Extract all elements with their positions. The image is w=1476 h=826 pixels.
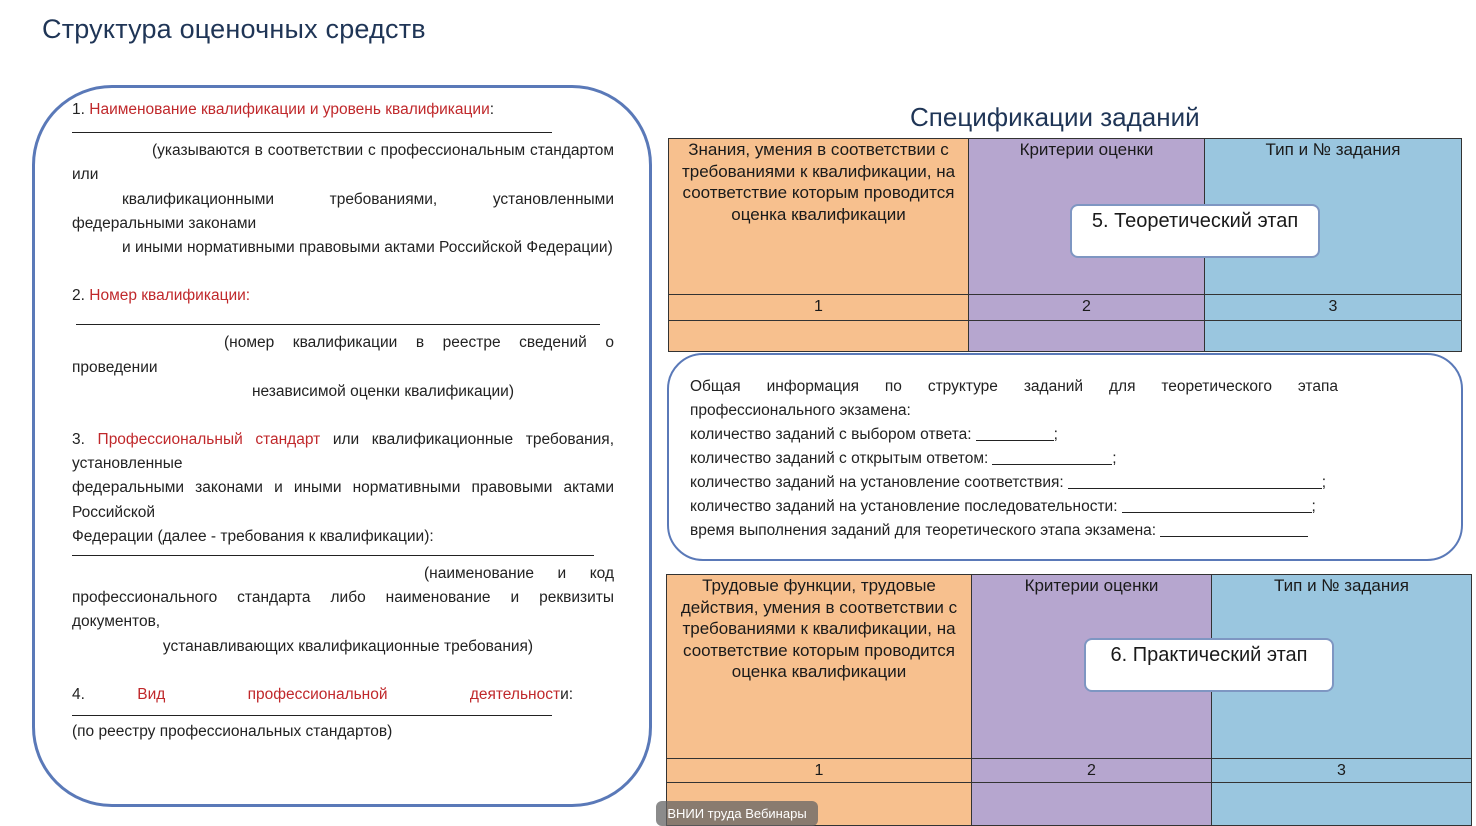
info-line: количество заданий на установление последовательности: ; (690, 495, 1338, 519)
info-line: профессионального экзамена: (690, 402, 911, 419)
stage-label-theory: 5. Теоретический этап (1070, 204, 1320, 258)
spec-title: Спецификации заданий (910, 102, 1200, 132)
item2-note-2: независимой оценки квалификации) (251, 382, 515, 400)
item2-blank (76, 308, 600, 325)
item1-note-2: квалификационными требованиями, установленными федеральными законами (72, 190, 614, 232)
header-knowledge: Знания, умения в соответствии с требованиями к квалификации, на соответствие которым проводится оценка квалификации (669, 139, 969, 295)
item3-note: (наименование и код профессионального стандарта либо наименование и реквизиты документов, (72, 565, 614, 631)
item3-text-3: Федерации (далее - требования к квалификации): (72, 527, 434, 545)
info-line: количество заданий с выбором ответа: ; (690, 423, 1338, 447)
header-criteria: Критерии оценки (972, 575, 1212, 759)
col-number: 2 (969, 295, 1205, 321)
header-labor-functions: Трудовые функции, трудовые действия, умения в соответствии с требованиями к квалификации, на соответствие которым проводится оценка квалификации (667, 575, 972, 759)
item3-blank (72, 549, 594, 556)
header-criteria: Критерии оценки (969, 139, 1205, 295)
item1-note-3: и иными нормативными правовыми актами Российской Федерации) (122, 239, 613, 257)
table-cell (1212, 783, 1471, 825)
item4-blank (72, 707, 552, 716)
info-line: количество заданий на установление соответствия: ; (690, 471, 1338, 495)
theory-info-text (690, 375, 1338, 543)
item3-heading: 3. Профессиональный стандарт или квалификационные требования, установленные (72, 431, 615, 473)
col-number: 3 (1212, 759, 1471, 783)
header-task-type: Тип и № задания (1212, 575, 1471, 759)
item2-heading: 2. Номер квалификации: (72, 287, 251, 305)
item2-label: Номер квалификации: (89, 287, 251, 305)
item2-note: (номер квалификации в реестре сведений о проведении (72, 334, 614, 376)
col-number: 1 (669, 295, 969, 321)
item4-note: (по реестру профессиональных стандартов) (72, 723, 393, 741)
item3-text-2: федеральными законами и иными нормативными правовыми актами Российской (72, 479, 614, 521)
item3-note-2: устанавливающих квалификационные требования) (162, 637, 534, 655)
table-cell (969, 321, 1205, 351)
item3-label: Профессиональный стандарт (97, 431, 321, 449)
col-number: 1 (667, 759, 972, 783)
item1-label: Наименование квалификации и уровень квалификации (89, 101, 490, 118)
info-line: Общая информация по структуре заданий для теоретического этапа (690, 378, 1338, 395)
item4-label: Вид профессиональной деятельност (137, 685, 561, 703)
spec-table-practice (666, 574, 1472, 826)
item1-note: (указываются в соответствии с профессиональным стандартом или (72, 142, 614, 184)
item1-heading: 1. Наименование квалификации и уровень квалификации: (72, 101, 495, 118)
col-number: 2 (972, 759, 1212, 783)
slide-title: Структура оценочных средств (42, 14, 426, 44)
item4-heading: 4. Вид профессиональной деятельности: (72, 685, 574, 703)
spec-table-theory (668, 138, 1462, 352)
col-number: 3 (1205, 295, 1461, 321)
header-task-type: Тип и № задания (1205, 139, 1461, 295)
table-cell (1205, 321, 1461, 351)
stage-label-practice: 6. Практический этап (1084, 638, 1334, 692)
table-cell (972, 783, 1212, 825)
qualification-structure-text (72, 98, 614, 744)
webinar-watermark: ВНИИ труда Вебинары (656, 801, 818, 826)
info-line: время выполнения заданий для теоретического этапа экзамена: (690, 519, 1338, 543)
table-cell (669, 321, 969, 351)
info-line: количество заданий с открытым ответом: ; (690, 447, 1338, 471)
item1-blank (72, 122, 552, 133)
